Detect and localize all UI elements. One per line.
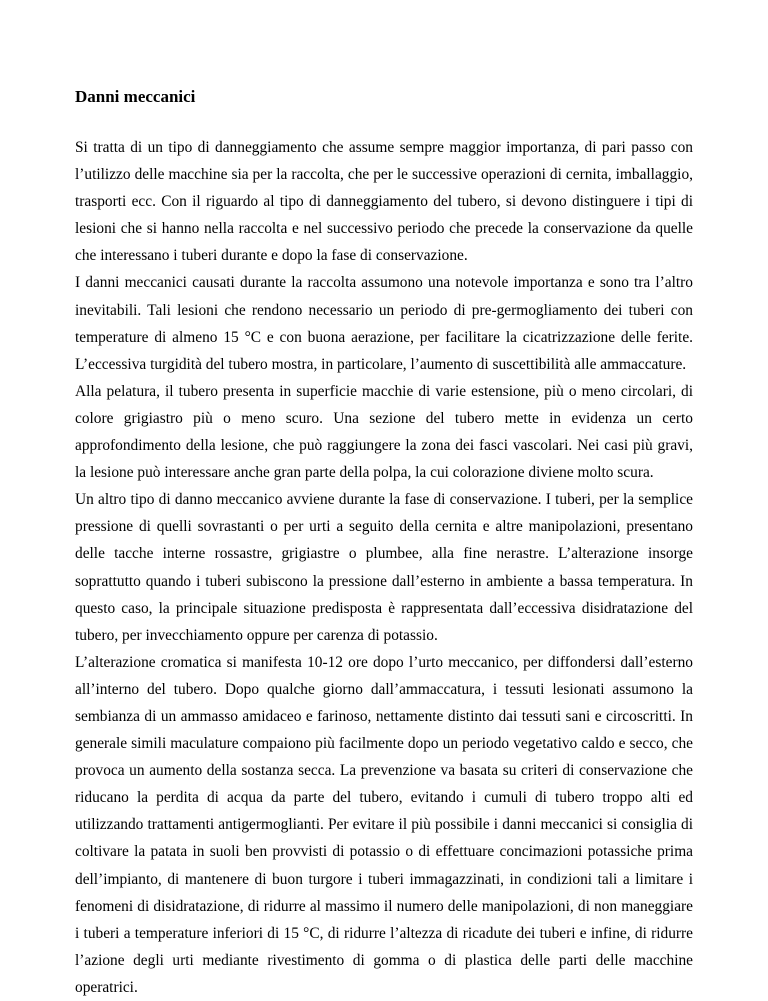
paragraph-prevention: L’alterazione cromatica si manifesta 10-12 ore dopo l’urto meccanico, per diffondersi dall’esterno all’interno del tubero. Dopo qualche giorno dall’ammaccatura, i tessuti lesionati assumono la sembianza di un ammasso amidaceo e farinoso, nettamente distinto dai tessuti sani e circoscritti. In generale simili maculature compaiono più facilmente dopo un periodo vegetativo caldo e secco, che provoca un aumento della sostanza secca. La prevenzione va basata su criteri di conservazione che riducano la perdita di acqua da parte del tubero, evitando i cumuli di tubero troppo alti ed utilizzando trattamenti antigermoglianti. Per evitare il più possibile i danni meccanici si consiglia di coltivare la patata in suoli ben provvisti di potassio o di effettuare concimazioni potassiche prima dell’impianto, di mantenere di buon turgore i tuberi immagazzinati, in condizioni tali a limitare i fenomeni di disidratazione, di ridurre al massimo il numero delle manipolazioni, di non maneggiare i tuberi a temperature inferiori di 15 °C, di ridurre l’altezza di ricadute dei tuberi e infine, di ridurre l’azione degli urti mediante rivestimento di gomma o di plastica delle parti delle macchine operatrici. — [75, 653, 693, 996]
page-title: Danni meccanici — [75, 87, 196, 106]
paragraph-intro: Si tratta di un tipo di danneggiamento che assume sempre maggior importanza, di pari passo con l’utilizzo delle macchine sia per la raccolta, che per le successive operazioni di cernita, imballaggio, trasporti ecc. Con il riguardo al tipo di danneggiamento del tubero, si devono distinguere i tipi di lesioni che si hanno nella raccolta e nel successivo periodo che precede la conservazione da quelle che interessano i tuberi durante e dopo la fase di conservazione. — [75, 139, 693, 265]
paragraph-harvest-damage: I danni meccanici causati durante la raccolta assumono una notevole importanza e sono tra l’altro inevitabili. Tali lesioni che rendono necessario un periodo di pre-germogliamento dei tuberi con temperature di almeno 15 °C e con buona aerazione, per facilitare la cicatrizzazione delle ferite. L’eccessiva turgidità del tubero mostra, in particolare, l’aumento di suscettibilità alle ammaccature. — [75, 274, 693, 373]
document-page — [75, 86, 693, 1001]
paragraph-storage-damage: Un altro tipo di danno meccanico avviene durante la fase di conservazione. I tuberi, per la semplice pressione di quelli sovrastanti o per urti a seguito della cernita e altre manipolazioni, presentano delle tacche interne rossastre, grigiastre o plumbee, alla fine nerastre. L’alterazione insorge soprattutto quando i tuberi subiscono la pressione dall’esterno in ambiente a bassa temperatura. In questo caso, la principale situazione predisposta è rappresentata dall’eccessiva disidratazione del tubero, per invecchiamento oppure per carenza di potassio. — [75, 491, 693, 644]
paragraph-peeling-symptoms: Alla pelatura, il tubero presenta in superficie macchie di varie estensione, più o meno circolari, di colore grigiastro più o meno scuro. Una sezione del tubero mette in evidenza un certo approfondimento della lesione, che può raggiungere la zona dei fasci vascolari. Nei casi più gravi, la lesione può interessare anche gran parte della polpa, la cui colorazione diviene molto scura. — [75, 382, 693, 482]
